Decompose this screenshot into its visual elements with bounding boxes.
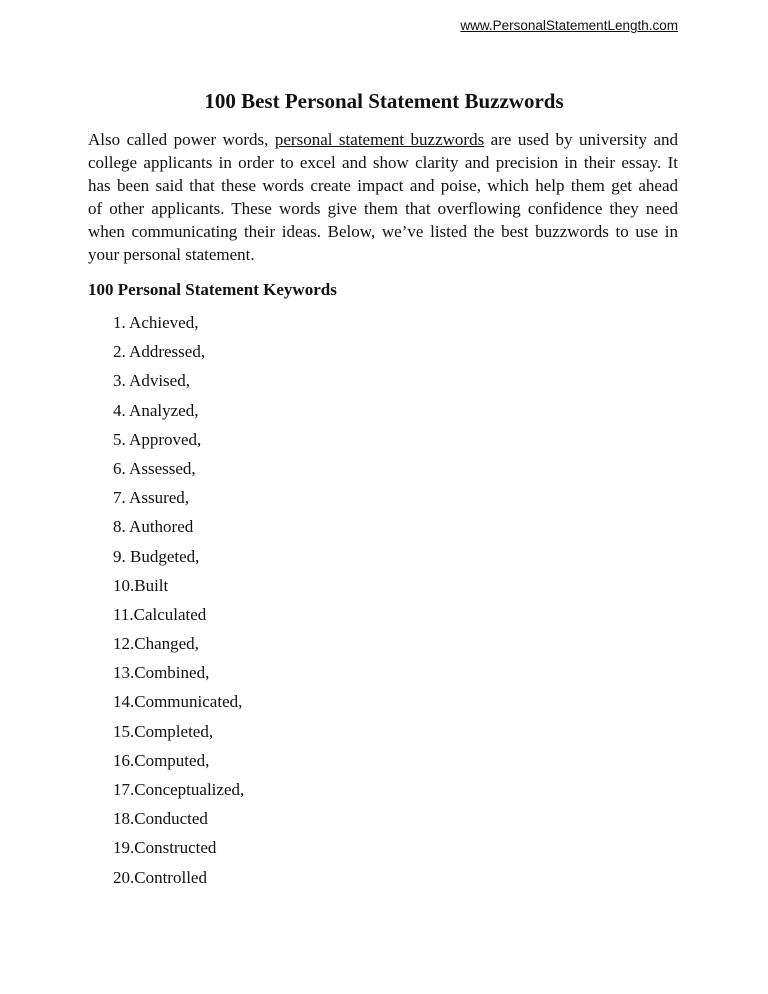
intro-paragraph	[88, 128, 678, 266]
keyword-item: 18.Conducted	[113, 809, 208, 829]
intro-line: has been said that these words create impact and poise, which help them get ahead	[88, 176, 678, 195]
intro-line: your personal statement.	[88, 245, 255, 264]
keyword-item: 20.Controlled	[113, 867, 207, 887]
keyword-item: 4. Analyzed,	[113, 400, 199, 420]
intro-line	[88, 128, 678, 151]
keyword-item: 3. Advised,	[113, 371, 190, 391]
keyword-item: 17.Conceptualized,	[113, 780, 245, 799]
keyword-item: 11.Calculated	[113, 604, 207, 624]
keyword-item: 10.Built	[113, 575, 169, 595]
buzzwords-link[interactable]: personal statement buzzwords	[274, 130, 485, 149]
keyword-item: 9. Budgeted,	[113, 546, 200, 566]
keyword-item: 6. Assessed,	[113, 458, 196, 478]
keyword-item: 7. Assured,	[113, 488, 190, 508]
keyword-item: 16.Computed,	[113, 750, 210, 770]
keyword-item: 14.Communicated,	[113, 692, 243, 712]
keyword-item: 2. Addressed,	[113, 342, 206, 362]
keyword-item: 12.Changed,	[113, 634, 199, 654]
keywords-list	[113, 308, 244, 892]
intro-line: of other applicants. These words give them that overflowing confidence they need	[88, 199, 678, 218]
intro-line: when communicating their ideas. Below, we’ve listed the best buzzwords to use in	[88, 222, 678, 241]
intro-line: college applicants in order to excel and show clarity and precision in their essay. It	[88, 153, 678, 172]
intro-text: Also called power words,	[88, 130, 275, 149]
keyword-item: 8. Authored	[113, 517, 194, 537]
keyword-item: 13.Combined,	[113, 663, 210, 683]
keywords-heading: 100 Personal Statement Keywords	[88, 280, 337, 299]
keyword-item: 15.Completed,	[113, 721, 214, 741]
keyword-item: 5. Approved,	[113, 429, 202, 449]
keyword-item: 19.Constructed	[113, 838, 217, 858]
site-url-link[interactable]: www.PersonalStatementLength.com	[460, 18, 678, 33]
intro-text: are used by university and	[484, 130, 678, 149]
keyword-item: 1. Achieved,	[113, 313, 199, 332]
page-title: 100 Best Personal Statement Buzzwords	[204, 89, 564, 113]
